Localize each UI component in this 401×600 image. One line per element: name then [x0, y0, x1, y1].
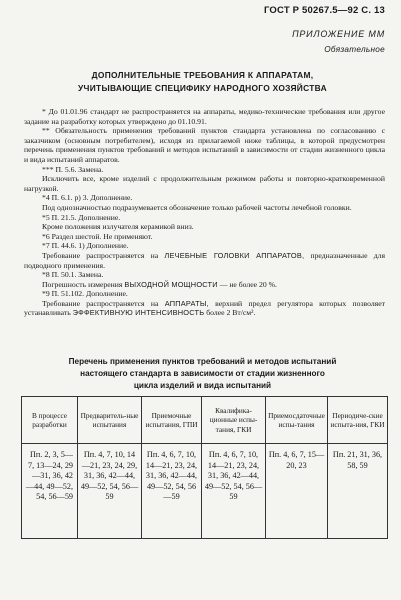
page-header: ГОСТ Р 50267.5—92 С. 13: [263, 5, 385, 16]
table-title-line-1: Перечень применения пунктов требований и методов испытаний: [68, 357, 337, 366]
table-row: [22, 444, 388, 539]
table-title-line-2: настоящего стандарта в зависимости от стадии жизненного: [80, 369, 325, 378]
footnote-3-text: Исключить все, кроме изделий с продолжительным режимом работы и повторно-кратковременной нагрузкой.: [24, 174, 385, 193]
footnote-4: *4 П. 6.1. р) 3. Дополнение.: [42, 193, 133, 203]
cell-qualification-tests: Пп. 4, 6, 7, 10, 14—21, 23, 24, 31, 36, 42—44, 49—52, 54, 56—59: [202, 444, 266, 539]
cell-delivery-tests: Пп. 4, 6, 7, 15—20, 23: [266, 444, 328, 539]
footnote-8: *8 П. 50.1. Замена.: [42, 270, 104, 280]
text-run: более 2 Вт/см².: [206, 308, 256, 318]
text-run: — не более 20 %.: [219, 279, 277, 289]
header-periodic-tests: Периодиче-ские испыта-ния, ГКИ: [328, 397, 388, 444]
text-run: верхний предел регулятора которых позволяет устанавливать: [24, 298, 385, 318]
header-development: В процессе разработки: [22, 397, 78, 444]
footnote-3: *** П. 5.6. Замена.: [42, 164, 104, 174]
footnote-7-text: [24, 251, 385, 270]
footnote-8-text: [24, 280, 385, 290]
footnote-4-text: Под однозначностью подразумевается обозначение только рабочей частоты лечебной головки.: [42, 202, 352, 212]
footnote-7: *7 П. 44.6. 1) Дополнение.: [42, 241, 129, 251]
header-qualification-tests: Квалифика-ционные испы-тания, ГКИ: [202, 397, 266, 444]
appendix-label: ПРИЛОЖЕНИЕ ММ: [292, 29, 385, 39]
term-caps: ЛЕЧЕБНЫЕ ГОЛОВКИ АППАРАТОВ,: [164, 250, 305, 260]
table-title-line-3: цикла изделий и вида испытаний: [133, 381, 272, 390]
footnote-9: *9 П. 51.102. Дополнение.: [42, 289, 128, 299]
cell-development: Пп. 2, 3, 5—7, 13—24, 29—31, 36, 42—44, 49—52, 54, 56—59: [22, 444, 78, 539]
section-title: [20, 69, 385, 94]
header-acceptance-tests: Приемочные испытания, ГПИ: [142, 397, 202, 444]
footnote-6: *6 Раздел шестой. Не применяют.: [42, 231, 153, 241]
body-text: [24, 107, 385, 318]
section-title-line-1: ДОПОЛНИТЕЛЬНЫЕ ТРЕБОВАНИЯ К АППАРАТАМ,: [91, 70, 314, 80]
application-table: [21, 396, 388, 539]
text-run: предназначенные для подводного применения.: [24, 250, 385, 270]
text-run: Требование распространяется на: [42, 298, 159, 308]
cell-periodic-tests: Пп. 21, 31, 36, 58, 59: [328, 444, 388, 539]
footnote-9-text: [24, 299, 385, 318]
appendix-status: Обязательное: [324, 45, 385, 54]
text-run: Погрешность измерения: [42, 279, 123, 289]
footnote-5: *5 П. 21.5. Дополнение.: [42, 212, 121, 222]
header-preliminary-tests: Предваритель-ные испытания: [78, 397, 142, 444]
cell-preliminary-tests: Пп. 4, 7, 10, 14—21, 23, 24, 29, 31, 36, 42—44, 49—52, 54, 56—59: [78, 444, 142, 539]
term-caps: ЭФФЕКТИВНУЮ ИНТЕНСИВНОСТЬ: [72, 308, 205, 318]
term-caps: ВЫХОДНОЙ МОЩНОСТИ: [124, 279, 218, 289]
text-run: Требование распространяется на: [42, 250, 159, 260]
table-header-row: [22, 397, 388, 444]
footnote-1: * До 01.01.96 стандарт не распространяется на аппараты, медико-технические требования или другое задание на разработку которых утверждено до 01.10.91.: [24, 107, 385, 126]
header-delivery-tests: Приемосдаточные испы-тания: [266, 397, 328, 444]
cell-acceptance-tests: Пп. 4, 6, 7, 10, 14—21, 23, 24, 31, 36, 42—44, 49—52, 54, 56—59: [142, 444, 202, 539]
table-title: [20, 356, 385, 392]
appendix-label-block: [292, 27, 385, 57]
term-caps: АППАРАТЫ,: [164, 298, 209, 308]
section-title-line-2: УЧИТЫВАЮЩИЕ СПЕЦИФИКУ НАРОДНОГО ХОЗЯЙСТВА: [78, 82, 327, 93]
footnote-5-text: Кроме положения излучателя керамикой вниз.: [42, 222, 194, 232]
footnote-2: ** Обязательность применения требований пунктов стандарта установлена по согласованию с заказчиком (основным потребителем), исходя из прилагаемой ниже таблицы, в которой предусмотрен перечень применения пунктов требований и методов испытаний в зависимости от стадии жизненного цикла и вида испытаний аппаратов.: [24, 126, 385, 164]
